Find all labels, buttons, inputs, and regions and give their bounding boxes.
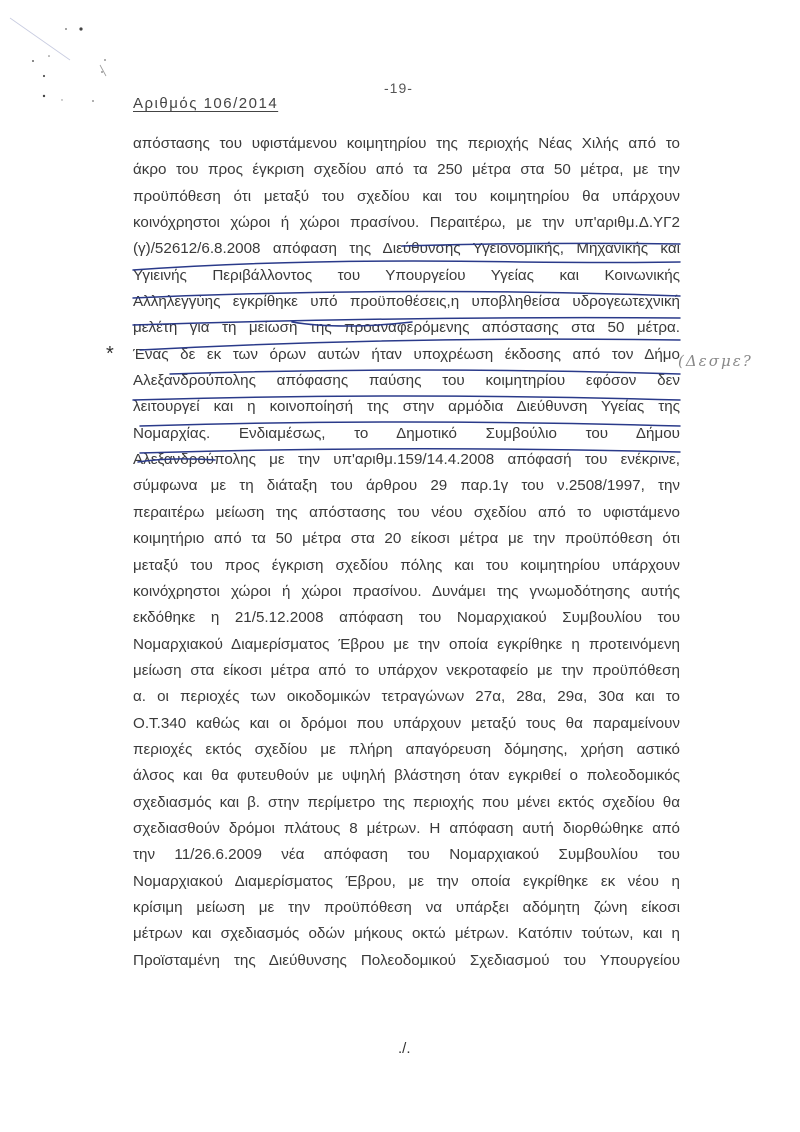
body-line: Νομαρχιακού Διαμερίσματος Έβρου με την οποία εγκρίθηκε η προτεινόμενη (133, 635, 680, 653)
body-line: μελέτη για τη μείωση της προαναφερόμενης απόστασης στα 50 μέτρα. (133, 319, 680, 337)
body-line: Υγιεινής Περιβάλλοντος του Υπουργείου Υγείας και Κοινωνικής (133, 266, 680, 284)
body-line: Αλεξανδρούπολης απόφασης παύσης του κοιμητηρίου εφόσον δεν (133, 372, 680, 390)
body-line: σχεδιασμός και β. στην περίμετρο της περιοχής που μένει εκτός σχεδίου θα (133, 793, 680, 811)
body-line: κρίσιμη μείωση με την προϋπόθεση να υπάρξει αδόμητη ζώνη είκοσι (133, 898, 680, 916)
body-line: α. οι περιοχές των οικοδομικών τετραγώνων 27α, 28α, 29α, 30α και το (133, 688, 680, 706)
body-line: Ο.Τ.340 καθώς και οι δρόμοι που υπάρχουν μεταξύ τους θα παραμείνουν (133, 714, 680, 732)
body-line: άκρο του προς έγκριση σχεδίου από τα 250 μέτρα στα 50 μέτρα, με την (133, 161, 680, 179)
handwritten-margin-note: (Δεσμε? (678, 352, 753, 370)
body-line: λειτουργεί και η κοινοποίησή της στην αρμόδια Διεύθυνση Υγείας της (133, 398, 680, 416)
body-line: περαιτέρω μείωση της απόστασης του νέου σχεδίου από το υφιστάμενο (133, 503, 680, 521)
body-line: άλσος και θα φυτευθούν με υψηλή βλάστηση όταν εγκριθεί ο πολεοδομικός (133, 767, 680, 785)
body-line: Προϊσταμένη της Διεύθυνσης Πολεοδομικού Σχεδιασμού του Υπουργείου (133, 951, 680, 969)
body-line: Αλληλεγγύης εγκρίθηκε υπό προϋποθέσεις,η υποβληθείσα υδρογεωτεχνική (133, 293, 680, 311)
scan-specks (0, 0, 120, 120)
body-line: (γ)/52612/6.8.2008 απόφαση της Διεύθυνσης Υγειονομικής, Μηχανικής και (133, 240, 680, 258)
body-line: προϋπόθεση ότι μεταξύ του σχεδίου και του κοιμητηρίου θα υπάρχουν (133, 187, 680, 205)
body-line: Νομαρχιακού Διαμερίσματος Έβρου, με την οποία εγκρίθηκε εκ νέου η (133, 872, 680, 890)
body-line: κοιμητήριο από τα 50 μέτρα στα 20 είκοσι μέτρα με την προϋπόθεση ότι (133, 530, 680, 548)
body-line: σχεδιασθούν δρόμοι πλάτους 8 μέτρων. Η απόφαση αυτή διορθώθηκε από (133, 819, 680, 837)
asterisk-mark: * (106, 343, 114, 365)
body-line: την 11/26.6.2009 νέα απόφαση του Νομαρχιακού Συμβουλίου του (133, 846, 680, 864)
body-line: Νομαρχίας. Ενδιαμέσως, το Δημοτικό Συμβούλιο του Δήμου (133, 424, 680, 442)
body-line: εκδόθηκε η 21/5.12.2008 απόφαση του Νομαρχιακού Συμβουλίου του (133, 609, 680, 627)
body-line: Αλεξανδρούπολης με την υπ'αριθμ.159/14.4.2008 απόφασή του ενέκρινε, (133, 451, 680, 469)
body-line: μέτρων και σχεδιασμός οδών μήκους οκτώ μέτρων. Κατόπιν τούτων, και η (133, 925, 680, 943)
body-line: σύμφωνα με τη διάταξη του άρθρου 29 παρ.1γ του ν.2508/1997, την (133, 477, 680, 495)
body-line: Ένας δε εκ των όρων αυτών ήταν υποχρέωση έκδοσης από τον Δήμο (133, 345, 680, 363)
body-line: κοινόχρηστοι χώροι ή χώροι πρασίνου. Περαιτέρω, με την υπ'αριθμ.Δ.ΥΓ2 (133, 214, 680, 232)
body-line: απόστασης του υφιστάμενου κοιμητηρίου της περιοχής Νέας Χιλής από το (133, 135, 680, 152)
continuation-mark: ./. (398, 1040, 411, 1057)
document-number: Αριθμός 106/2014 (133, 95, 279, 112)
body-line: κοινόχρηστοι χώροι ή χώροι πρασίνου. Δυνάμει της γνωμοδότησης αυτής (133, 582, 680, 600)
page-number: -19- (384, 80, 413, 96)
document-body (133, 131, 680, 974)
body-line: περιοχές εκτός σχεδίου με πλήρη απαγόρευση δόμησης, χρήση αστικό (133, 740, 680, 758)
body-line: μείωση στα είκοσι μέτρα από το υπάρχον νεκροταφείο με την προϋπόθεση (133, 661, 680, 679)
body-line: μεταξύ του προς έγκριση σχεδίου πόλης και του κοιμητηρίου υπάρχουν (133, 556, 680, 574)
